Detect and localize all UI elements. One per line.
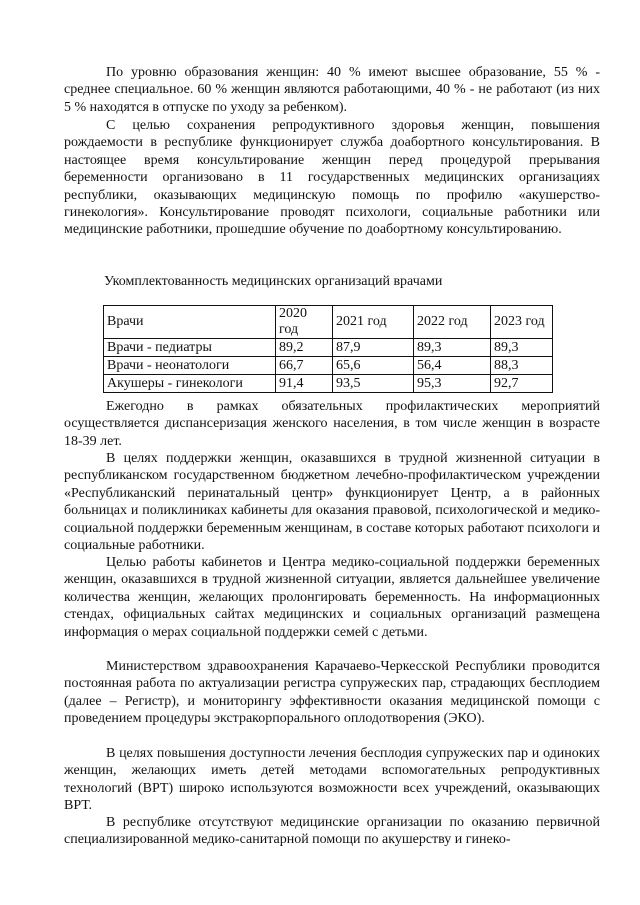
paragraph-art: В целях повышения доступности лечения бесплодия супружеских пар и одиноких женщин, желающих иметь детей методами вспомогательных репродуктивных технологий (ВРТ) широко используются возможности всех учреждений, оказывающих ВРТ. [64, 746, 600, 814]
table-header-cell: 2022 год [414, 306, 491, 339]
table-header-cell: 2021 год [333, 306, 414, 339]
table-cell: 92,7 [491, 375, 553, 393]
table-cell: Врачи - педиатры [104, 339, 276, 357]
paragraph-consulting: С целью сохранения репродуктивного здоровья женщин, повышения рождаемости в республике функционирует служба доабортного консультирования. В настоящее время консультирование женщин перед процедурой прерывания беременности организовано в 11 государственных медицинских организациях республики, оказывающих медицинскую помощь по профилю «акушерство-гинекология». Консультирование проводят психологи, социальные работники или медицинские работники, прошедшие обучение по доабортному консультированию. [64, 118, 600, 238]
table-cell: 95,3 [414, 375, 491, 393]
paragraph-education: По уровню образования женщин: 40 % имеют высшее образование, 55 % - среднее специальное. 60 % женщин являются работающими, 40 % - не работают (из них 5 % находятся в отпуске по уходу за ребенком). [64, 65, 600, 115]
table-cell: Акушеры - гинекологи [104, 375, 276, 393]
staffing-table [103, 305, 553, 393]
table-cell: 56,4 [414, 357, 491, 375]
table-cell: 89,2 [276, 339, 333, 357]
table-row [104, 357, 553, 375]
table-header-cell: 2020 год [276, 306, 333, 339]
paragraph-registry: Министерством здравоохранения Карачаево-Черкесской Республики проводится постоянная работа по актуализации регистра супружеских пар, страдающих бесплодием (далее – Регистр), и мониторингу эффективности оказания медицинской помощи с проведением процедуры экстракорпорального оплодотворения (ЭКО). [64, 659, 600, 727]
paragraph-screening: Ежегодно в рамках обязательных профилактических мероприятий осуществляется диспансеризация женского населения, в том числе женщин в возрасте 18-39 лет. [64, 399, 600, 449]
table-cell: 93,5 [333, 375, 414, 393]
paragraph-support-centers: В целях поддержки женщин, оказавшихся в трудной жизненной ситуации в республиканском государственном бюджетном лечебно-профилактическом учреждении «Республиканский перинатальный центр» функционирует Центр, а в районных больницах и поликлиниках кабинеты для оказания правовой, психологической и медико-социальной поддержки беременным женщинам, в составе которых работают психологи и социальные работники. [64, 451, 600, 554]
table-cell: Врачи - неонатологи [104, 357, 276, 375]
paragraph-primary-care: В республике отсутствуют медицинские организации по оказанию первичной специализированной медико-санитарной помощи по акушерству и гинеко- [64, 815, 600, 848]
table-cell: 87,9 [333, 339, 414, 357]
table-cell: 91,4 [276, 375, 333, 393]
table-cell: 66,7 [276, 357, 333, 375]
table-row [104, 339, 553, 357]
table-cell: 65,6 [333, 357, 414, 375]
table-header-cell: 2023 год [491, 306, 553, 339]
table-cell: 89,3 [414, 339, 491, 357]
table-cell: 89,3 [491, 339, 553, 357]
table-row [104, 375, 553, 393]
table-header-row [104, 306, 553, 339]
paragraph-center-goal: Целью работы кабинетов и Центра медико-социальной поддержки беременных женщин, оказавшихся в трудной жизненной ситуации, является дальнейшее увеличение количества женщин, желающих пролонгировать беременность. На информационных стендах, официальных сайтах медицинских и социальных организаций размещена информация о мерах социальной поддержки семей с детьми. [64, 555, 600, 640]
table-header-cell: Врачи [104, 306, 276, 339]
table-caption: Укомплектованность медицинских организаций врачами [104, 274, 443, 289]
table-cell: 88,3 [491, 357, 553, 375]
